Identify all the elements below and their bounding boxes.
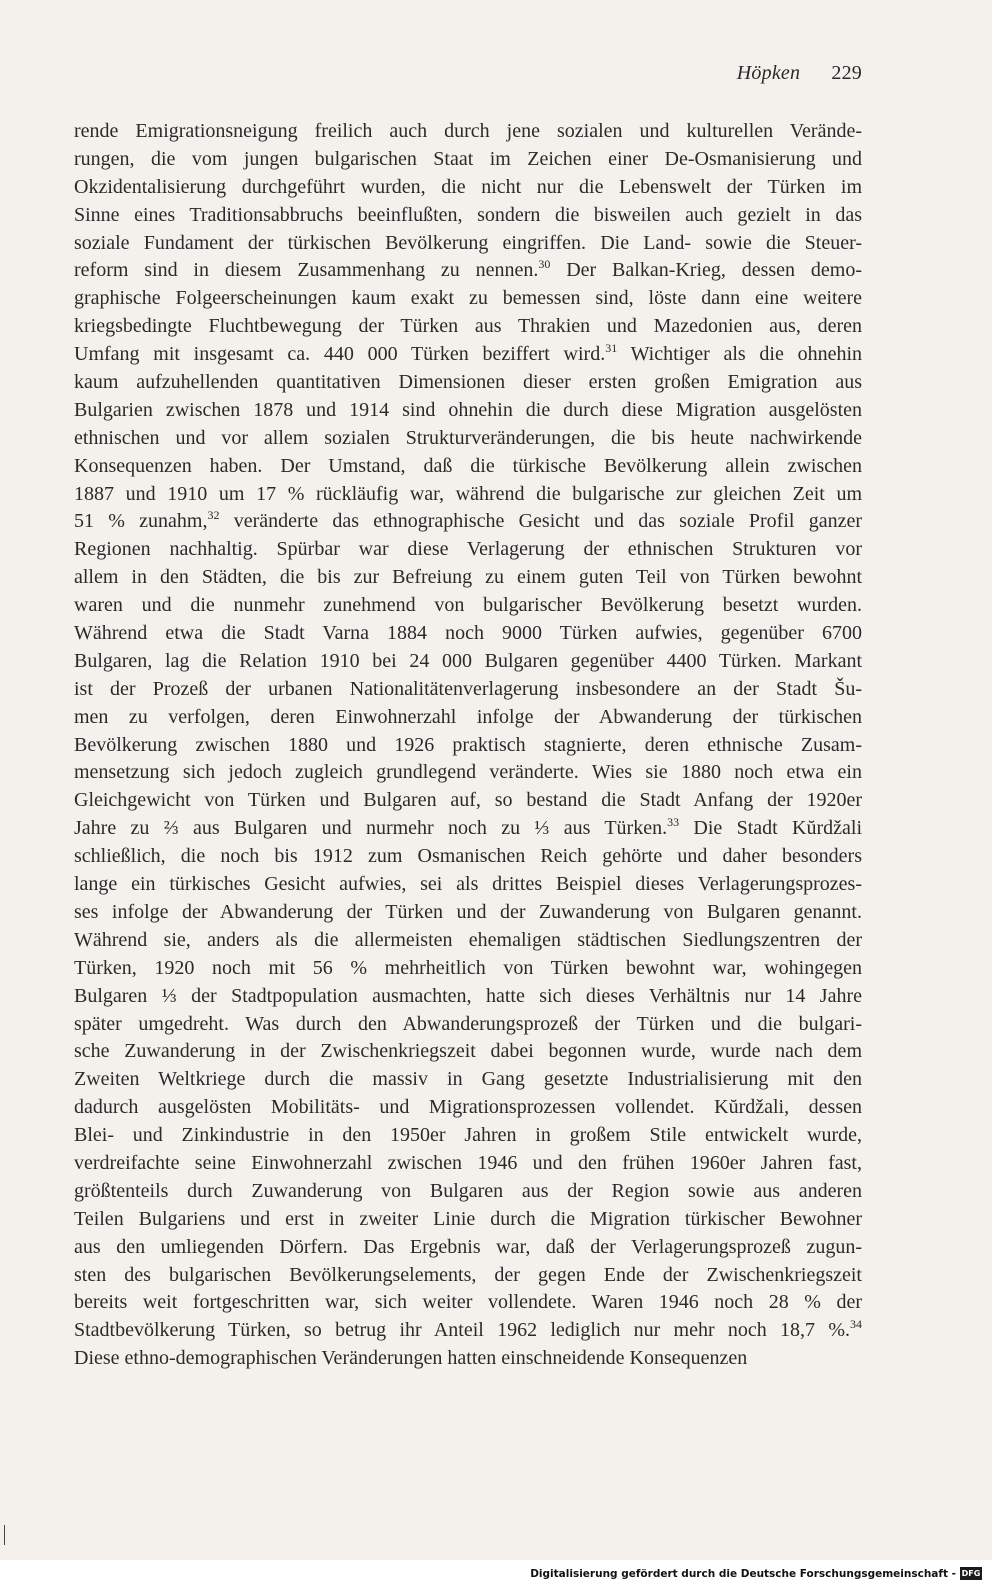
footnote-reference[interactable]: 30 [538,257,551,272]
text-line [74,202,862,230]
text-line-content: Jahre zu ⅔ aus Bulgaren und nurmehr noch zu ⅓ aus Türken. [74,817,668,840]
footnote-reference[interactable]: 33 [667,815,680,830]
text-line [74,676,862,704]
text-line-content: Während sie, anders als die allermeisten ehemaligen städtischen Siedlungszentren der [74,928,862,951]
text-line [74,508,862,536]
text-line-content: Umfang mit insgesamt ca. 440 000 Türken beziffert wird. [74,343,606,366]
text-line-content: Diese ethno-demographischen Veränderungen hatten einschneidende Konsequenzen [74,1347,748,1370]
text-line [74,1011,862,1039]
text-line-content: kaum aufzuhellenden quantitativen Dimensionen dieser ersten großen Emigration aus [74,371,862,394]
text-line [74,871,862,899]
text-line-content: mensetzung sich jedoch zugleich grundlegend veränderte. Wies sie 1880 noch etwa ein [74,761,862,784]
text-line [74,174,862,202]
text-line-content: graphische Folgeerscheinungen kaum exakt zu bemessen sind, löste dann eine weitere [74,287,862,310]
text-line [74,536,862,564]
text-line-content: schließlich, die noch bis 1912 zum Osmanischen Reich gehörte und daher besonders [74,845,862,868]
text-line-content: veränderte das ethnographische Gesicht und das soziale Profil ganzer [219,510,862,533]
text-line-content: allem in den Städten, die bis zur Befreiung zu einem guten Teil von Türken bewohnt [74,566,862,589]
text-line-content: Türken, 1920 noch mit 56 % mehrheitlich von Türken bewohnt war, wohingegen [74,956,862,979]
text-line-content: Gleichgewicht von Türken und Bulgaren auf, so bestand die Stadt Anfang der 1920er [74,789,862,812]
text-line [74,564,862,592]
text-line-content: ses infolge der Abwanderung der Türken und der Zuwanderung von Bulgaren genannt. [74,900,862,923]
body-text [74,118,862,1373]
text-line-content: ist der Prozeß der urbanen Nationalitätenverlagerung insbesondere an der Stadt Šu- [74,677,862,700]
text-line [74,1206,862,1234]
text-line-content: Die Stadt Kŭrdžali [679,817,863,840]
text-line-content: Konsequenzen haben. Der Umstand, daß die türkische Bevölkerung allein zwischen [74,454,862,477]
running-header [74,62,862,85]
text-line [74,1317,862,1345]
footer [0,1560,1000,1584]
text-line-content: Wichtiger als die ohnehin [617,343,862,366]
text-line-content: größtenteils durch Zuwanderung von Bulgaren aus der Region sowie aus anderen [74,1179,862,1202]
text-line [74,118,862,146]
text-line-content: Bulgaren, lag die Relation 1910 bei 24 000 Bulgaren gegenüber 4400 Türken. Markant [74,649,862,672]
text-line [74,341,862,369]
text-line-content: 51 % zunahm, [74,510,208,533]
text-line [74,146,862,174]
text-line [74,1289,862,1317]
text-line-content: waren und die nunmehr zunehmend von bulgarischer Bevölkerung besetzt wurden. [74,594,862,617]
text-line [74,1150,862,1178]
text-line [74,927,862,955]
text-line [74,397,862,425]
dfg-logo: DFG [961,1569,981,1578]
text-line [74,230,862,258]
footnote-reference[interactable]: 32 [207,508,220,523]
text-line-content: Bulgarien zwischen 1878 und 1914 sind ohnehin die durch diese Migration ausgelösten [74,398,862,421]
text-line-content: reform sind in diesem Zusammenhang zu nennen. [74,259,539,282]
text-line-content: ethnischen und vor allem sozialen Strukturveränderungen, die bis heute nachwirkende [74,426,862,449]
footnote-reference[interactable]: 31 [605,341,618,356]
text-line-content: Regionen nachhaltig. Spürbar war diese Verlagerung der ethnischen Strukturen vor [74,538,862,561]
text-line-content: sche Zuwanderung in der Zwischenkriegszeit dabei begonnen wurde, wurde nach dem [74,1040,862,1063]
text-line [74,1094,862,1122]
text-line-content: 1887 und 1910 um 17 % rückläufig war, während die bulgarische zur gleichen Zeit um [74,482,862,505]
text-line [74,899,862,927]
text-line-content: Bulgaren ⅓ der Stadtpopulation ausmachten, hatte sich dieses Verhältnis nur 14 Jahre [74,984,862,1007]
text-line [74,759,862,787]
text-line [74,1178,862,1206]
funding-note: Digitalisierung gefördert durch die Deutsche Forschungsgemeinschaft - [530,1568,956,1580]
text-line-content: dadurch ausgelösten Mobilitäts- und Migrationsprozessen vollendet. Kŭrdžali, dessen [74,1096,862,1119]
text-line [74,1234,862,1262]
text-line [74,257,862,285]
text-line-content: Sinne eines Traditionsabbruchs beeinflußten, sondern die bisweilen auch gezielt in das [74,203,862,226]
text-line [74,620,862,648]
running-header-author: Höpken [736,62,801,84]
text-line [74,592,862,620]
text-line [74,843,862,871]
text-line-content: später umgedreht. Was durch den Abwanderungsprozeß der Türken und die bulgari- [74,1012,862,1035]
text-line-content: lange ein türkisches Gesicht aufwies, sei als drittes Beispiel dieses Verlagerungsprozes- [74,873,862,896]
text-line-content: Bevölkerung zwischen 1880 und 1926 praktisch stagnierte, deren ethnische Zusam- [74,733,862,756]
text-line-content: Zweiten Weltkriege durch die massiv in Gang gesetzte Industrialisierung mit den [74,1068,862,1091]
text-line-content: soziale Fundament der türkischen Bevölkerung eingriffen. Die Land- sowie die Steuer- [74,231,862,254]
text-line-content: Blei- und Zinkindustrie in den 1950er Jahren in großem Stile entwickelt wurde, [74,1124,862,1147]
text-line [74,983,862,1011]
footnote-reference[interactable]: 34 [850,1317,862,1332]
text-line [74,313,862,341]
text-line-content: kriegsbedingte Fluchtbewegung der Türken aus Thrakien und Mazedonien aus, deren [74,315,862,338]
text-line-content: Während etwa die Stadt Varna 1884 noch 9000 Türken aufwies, gegenüber 6700 [74,622,862,645]
text-line [74,704,862,732]
text-line [74,425,862,453]
text-line-content: Okzidentalisierung durchgeführt wurden, die nicht nur die Lebenswelt der Türken im [74,175,862,198]
text-line-content: Stadtbevölkerung Türken, so betrug ihr Anteil 1962 lediglich nur mehr noch 18,7 %. [74,1319,850,1342]
text-line-content: aus den umliegenden Dörfern. Das Ergebnis war, daß der Verlagerungsprozeß zugun- [74,1235,862,1258]
text-line [74,1122,862,1150]
scan-edge-mark [4,1525,5,1545]
text-line [74,1262,862,1290]
text-line-content: sten des bulgarischen Bevölkerungselements, der gegen Ende der Zwischenkriegszeit [74,1263,862,1286]
text-line [74,648,862,676]
text-line [74,1066,862,1094]
text-line [74,481,862,509]
text-line-content: Teilen Bulgariens und erst in zweiter Linie durch die Migration türkischer Bewohner [74,1207,862,1230]
text-line [74,285,862,313]
text-line [74,453,862,481]
text-line [74,1345,862,1373]
text-line [74,787,862,815]
text-line [74,815,862,843]
text-line-content: men zu verfolgen, deren Einwohnerzahl infolge der Abwanderung der türkischen [74,705,862,728]
text-line-content: rende Emigrationsneigung freilich auch durch jene sozialen und kulturellen Verände- [74,120,862,142]
text-line [74,1038,862,1066]
text-line-content: Der Balkan-Krieg, dessen demo- [550,259,862,282]
text-line [74,732,862,760]
page-number: 229 [831,62,862,84]
text-line-content: verdreifachte seine Einwohnerzahl zwischen 1946 und den frühen 1960er Jahren fast, [74,1151,862,1174]
text-line [74,955,862,983]
text-line-content: rungen, die vom jungen bulgarischen Staat im Zeichen einer De-Osmanisierung und [74,147,862,170]
text-line-content: bereits weit fortgeschritten war, sich weiter vollendete. Waren 1946 noch 28 % der [74,1291,862,1314]
text-line [74,369,862,397]
